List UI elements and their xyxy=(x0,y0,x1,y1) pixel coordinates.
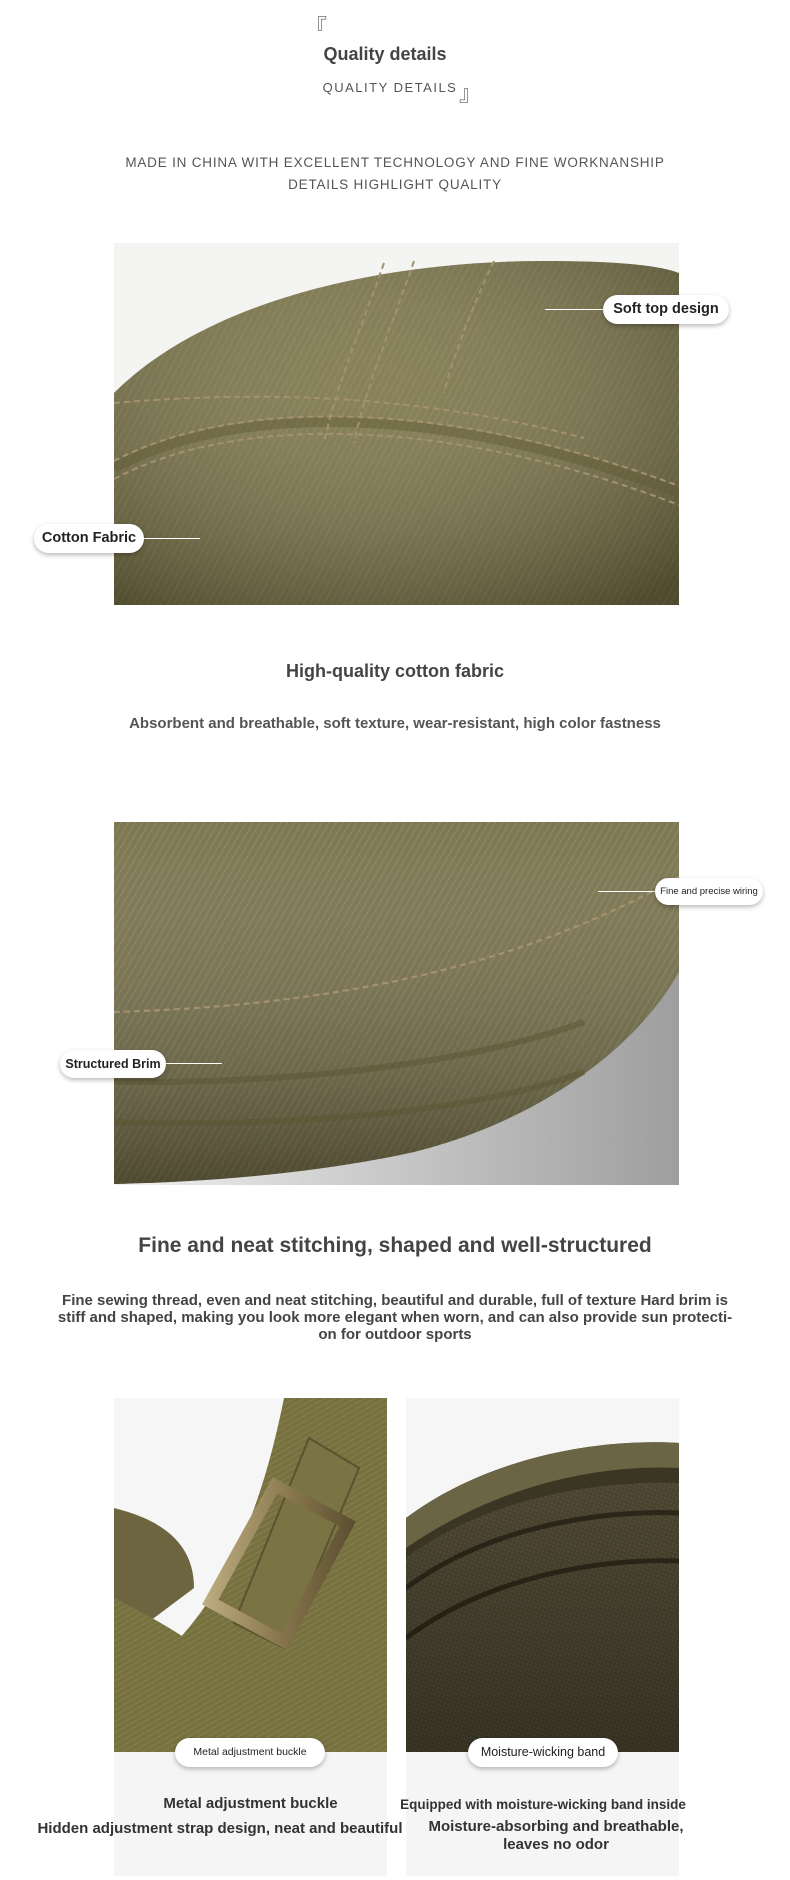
metal-buckle-photo xyxy=(114,1398,387,1752)
soft-top-design-label: Soft top design xyxy=(603,295,729,324)
wiring-leader-line xyxy=(598,891,658,892)
soft-top-leader-line xyxy=(545,309,605,310)
section2-description-line-2: stiff and shaped, making you look more elegant when worn, and can also provide sun protecti- xyxy=(57,1309,733,1326)
stitching-brim-photo xyxy=(114,822,679,1185)
buckle-caption-title: Metal adjustment buckle xyxy=(163,1795,338,1812)
metal-buckle-label: Metal adjustment buckle xyxy=(175,1738,325,1767)
band-caption-title: Equipped with moisture-wicking band inside xyxy=(400,1797,686,1812)
buckle-caption-text: Hidden adjustment strap design, neat and beautiful xyxy=(37,1820,403,1837)
section2-description-line-1: Fine sewing thread, even and neat stitching, beautiful and durable, full of texture Hard brim is xyxy=(62,1292,728,1309)
cotton-fabric-photo xyxy=(114,243,679,605)
section1-description: Absorbent and breathable, soft texture, wear-resistant, high color fastness xyxy=(129,715,661,732)
section2-title: Fine and neat stitching, shaped and well-structured xyxy=(138,1234,652,1257)
page-title: Quality details xyxy=(323,44,447,64)
band-caption-text-line-2: leaves no odor xyxy=(503,1836,609,1853)
cotton-fabric-leader-line xyxy=(140,538,200,539)
structured-brim-label: Structured Brim xyxy=(60,1050,166,1078)
brim-leader-line xyxy=(160,1063,222,1064)
intro-line-1: MADE IN CHINA WITH EXCELLENT TECHNOLOGY AND FINE WORKNANSHIP xyxy=(125,155,665,170)
band-caption-text-line-1: Moisture-absorbing and breathable, xyxy=(428,1818,684,1835)
page-subtitle: QUALITY DETAILS xyxy=(322,80,458,95)
close-bracket: 』 xyxy=(459,82,482,107)
fine-precise-wiring-label: Fine and precise wiring xyxy=(655,878,763,905)
cotton-fabric-label: Cotton Fabric xyxy=(34,524,144,553)
moisture-band-label: Moisture-wicking band xyxy=(468,1738,618,1767)
section1-title: High-quality cotton fabric xyxy=(286,661,504,681)
moisture-band-photo xyxy=(406,1398,679,1752)
intro-line-2: DETAILS HIGHLIGHT QUALITY xyxy=(288,177,502,192)
section2-description-line-3: on for outdoor sports xyxy=(318,1326,472,1343)
open-bracket: 『 xyxy=(305,16,328,41)
